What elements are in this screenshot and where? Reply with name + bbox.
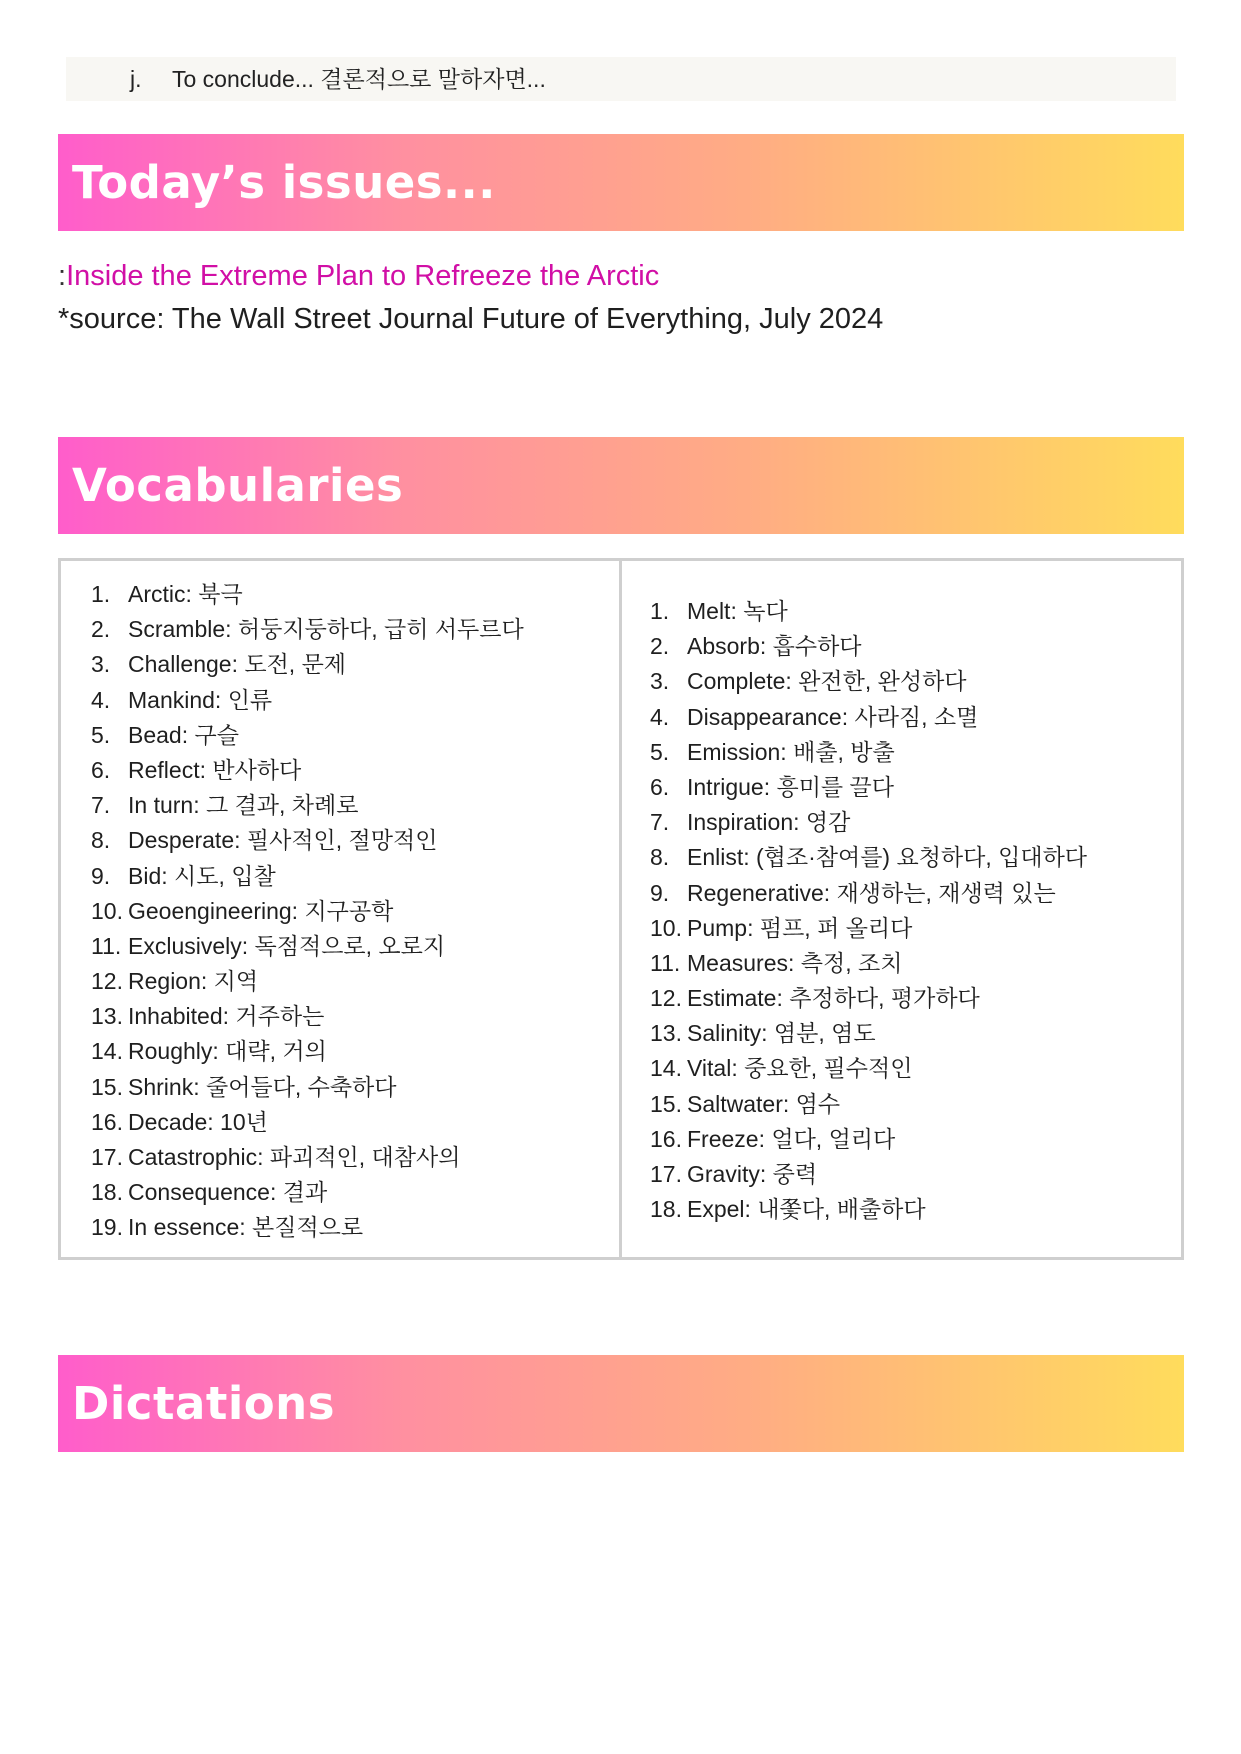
vocab-item-number: 3. (650, 668, 670, 695)
vocab-item-number: 11. (91, 932, 122, 959)
vocab-heading: Vocabularies (72, 459, 404, 512)
vocab-item-text: Arctic: 북극 (128, 581, 243, 607)
vocab-item-text: Shrink: 줄어들다, 수축하다 (128, 1073, 397, 1100)
vocab-item-text: Catastrophic: 파괴적인, 대참사의 (128, 1144, 461, 1170)
vocab-item-number: 16. (91, 1108, 123, 1135)
vocab-item-number: 16. (650, 1125, 682, 1152)
vocab-item (91, 1070, 524, 1105)
vocab-item-text: Region: 지역 (128, 968, 259, 995)
vocab-item-number: 4. (650, 703, 670, 730)
vocab-item (91, 859, 524, 894)
vocab-item (650, 664, 1087, 699)
issue-source: *source: The Wall Street Journal Future of Everything, July 2024 (58, 303, 884, 335)
vocab-item-text: In turn: 그 결과, 차례로 (128, 792, 359, 819)
vocab-item (650, 700, 1087, 735)
vocab-item (91, 1140, 524, 1175)
vocab-item-text: Salinity: 염분, 염도 (687, 1020, 876, 1047)
vocab-item (91, 999, 524, 1034)
vocab-item-number: 2. (91, 616, 111, 643)
vocab-item-text: Melt: 녹다 (687, 598, 788, 624)
vocab-item (91, 788, 524, 823)
vocab-item-number: 14. (91, 1038, 123, 1065)
vocab-item-number: 8. (650, 844, 670, 871)
vocab-item-number: 6. (91, 756, 111, 783)
vocab-item-text: Mankind: 인류 (128, 686, 273, 713)
vocab-item (91, 647, 524, 682)
vocab-item (650, 1157, 1087, 1192)
vocab-column-left (61, 561, 622, 1257)
vocab-item (650, 1122, 1087, 1157)
vocab-item-text: Bead: 구슬 (128, 721, 239, 748)
vocab-item-text: Exclusively: 독점적으로, 오로지 (128, 932, 446, 959)
vocab-item-number: 2. (650, 633, 670, 660)
vocab-item-number: 7. (91, 792, 111, 819)
vocab-item (91, 612, 524, 647)
vocab-item-text: Decade: 10년 (128, 1108, 268, 1135)
vocab-item (650, 805, 1087, 840)
vocab-item-text: Inhabited: 거주하는 (128, 1003, 325, 1030)
vocab-item-number: 12. (650, 985, 682, 1012)
conclusion-tip-box (66, 57, 1176, 101)
vocab-item-text: Vital: 중요한, 필수적인 (687, 1055, 913, 1082)
vocab-item (91, 1034, 524, 1069)
vocab-item (650, 840, 1087, 875)
vocab-item-text: Measures: 측정, 조치 (687, 949, 903, 976)
vocab-item (91, 683, 524, 718)
vocab-item-number: 4. (91, 686, 111, 713)
vocab-item (650, 911, 1087, 946)
issues-heading: Today’s issues... (72, 156, 496, 209)
vocab-item-text: Reflect: 반사하다 (128, 756, 302, 783)
vocab-item (650, 770, 1087, 805)
vocab-list-left (91, 577, 524, 1246)
vocab-item-number: 14. (650, 1055, 682, 1082)
vocab-item-text: Freeze: 얼다, 얼리다 (687, 1125, 896, 1152)
vocab-item-number: 12. (91, 968, 123, 995)
vocab-item (91, 894, 524, 929)
vocab-item-text: Desperate: 필사적인, 절망적인 (128, 827, 438, 854)
vocab-item-text: Challenge: 도전, 문제 (128, 651, 347, 678)
vocab-item-number: 18. (650, 1196, 682, 1223)
vocab-item-number: 17. (650, 1161, 682, 1187)
tip-item (130, 57, 546, 101)
vocab-item-number: 5. (91, 721, 111, 748)
issue-prefix: : (58, 260, 67, 292)
tip-text: To conclude... 결론적으로 말하자면... (172, 66, 546, 92)
vocab-item (91, 929, 524, 964)
vocab-item-text: Enlist: (협조·참여를) 요청하다, 입대하다 (687, 844, 1088, 871)
vocab-item (650, 1087, 1087, 1122)
vocab-item-text: Scramble: 허둥지둥하다, 급히 서두르다 (128, 616, 524, 643)
vocab-item-text: Inspiration: 영감 (687, 809, 851, 836)
vocab-item (650, 594, 1087, 629)
vocab-list-right (650, 594, 1087, 1227)
vocab-item-text: Expel: 내쫓다, 배출하다 (687, 1196, 926, 1223)
vocab-item-text: Gravity: 중력 (687, 1161, 818, 1187)
vocab-item-text: Regenerative: 재생하는, 재생력 있는 (687, 879, 1056, 906)
vocab-item (650, 629, 1087, 664)
vocab-item-text: In essence: 본질적으로 (128, 1214, 364, 1241)
vocab-item-number: 8. (91, 827, 111, 854)
vocab-item-text: Pump: 펌프, 퍼 올리다 (687, 914, 913, 941)
vocab-item-number: 9. (91, 862, 111, 889)
vocab-item (650, 1192, 1087, 1227)
vocab-item-number: 15. (650, 1090, 682, 1117)
vocab-item-number: 19. (91, 1214, 123, 1241)
vocab-item-text: Geoengineering: 지구공학 (128, 897, 394, 924)
issue-headline-link[interactable]: Inside the Extreme Plan to Refreeze the Arctic (66, 260, 660, 292)
vocab-item (91, 577, 524, 612)
vocab-item-number: 18. (91, 1179, 123, 1206)
dictation-banner (58, 1355, 1184, 1452)
vocab-item-text: Bid: 시도, 입찰 (128, 862, 276, 889)
dictation-heading: Dictations (72, 1377, 336, 1430)
vocab-item-number: 9. (650, 879, 670, 906)
vocab-item-text: Saltwater: 염수 (687, 1090, 841, 1117)
vocab-item-number: 5. (650, 738, 670, 765)
vocab-item (91, 1210, 524, 1245)
vocab-item-text: Emission: 배출, 방출 (687, 738, 895, 765)
vocab-item (650, 981, 1087, 1016)
vocab-item-number: 11. (650, 949, 681, 976)
vocab-item-text: Intrigue: 흥미를 끌다 (687, 773, 894, 800)
vocab-item-text: Complete: 완전한, 완성하다 (687, 668, 967, 695)
vocab-item-number: 10. (650, 914, 682, 941)
vocab-item-number: 7. (650, 809, 670, 836)
vocab-item-number: 1. (91, 581, 111, 607)
vocab-item (91, 823, 524, 858)
vocab-item-number: 3. (91, 651, 111, 678)
vocab-item-number: 13. (650, 1020, 682, 1047)
issues-banner (58, 134, 1184, 231)
vocab-item-number: 6. (650, 773, 670, 800)
vocab-item (91, 964, 524, 999)
vocab-item-number: 10. (91, 897, 123, 924)
vocab-item (650, 876, 1087, 911)
vocab-item (91, 753, 524, 788)
vocab-item-text: Estimate: 추정하다, 평가하다 (687, 985, 980, 1012)
vocab-item (91, 1175, 524, 1210)
vocab-item-number: 1. (650, 598, 670, 624)
tip-marker: j. (130, 66, 142, 92)
vocab-item-number: 15. (91, 1073, 123, 1100)
vocab-item (650, 1051, 1087, 1086)
vocab-item (91, 1105, 524, 1140)
vocab-item (91, 718, 524, 753)
vocab-item-text: Consequence: 결과 (128, 1179, 328, 1206)
vocab-table (58, 558, 1184, 1260)
vocab-item-number: 13. (91, 1003, 123, 1030)
vocab-item-text: Roughly: 대략, 거의 (128, 1038, 327, 1065)
vocab-item-text: Disappearance: 사라짐, 소멸 (687, 703, 979, 730)
vocab-item-text: Absorb: 흡수하다 (687, 633, 862, 660)
vocab-item (650, 1016, 1087, 1051)
vocab-item (650, 946, 1087, 981)
vocab-item (650, 735, 1087, 770)
issue-headline-line (58, 256, 659, 296)
vocab-item-number: 17. (91, 1144, 123, 1170)
vocab-banner (58, 437, 1184, 534)
vocab-column-right (622, 561, 1181, 1257)
